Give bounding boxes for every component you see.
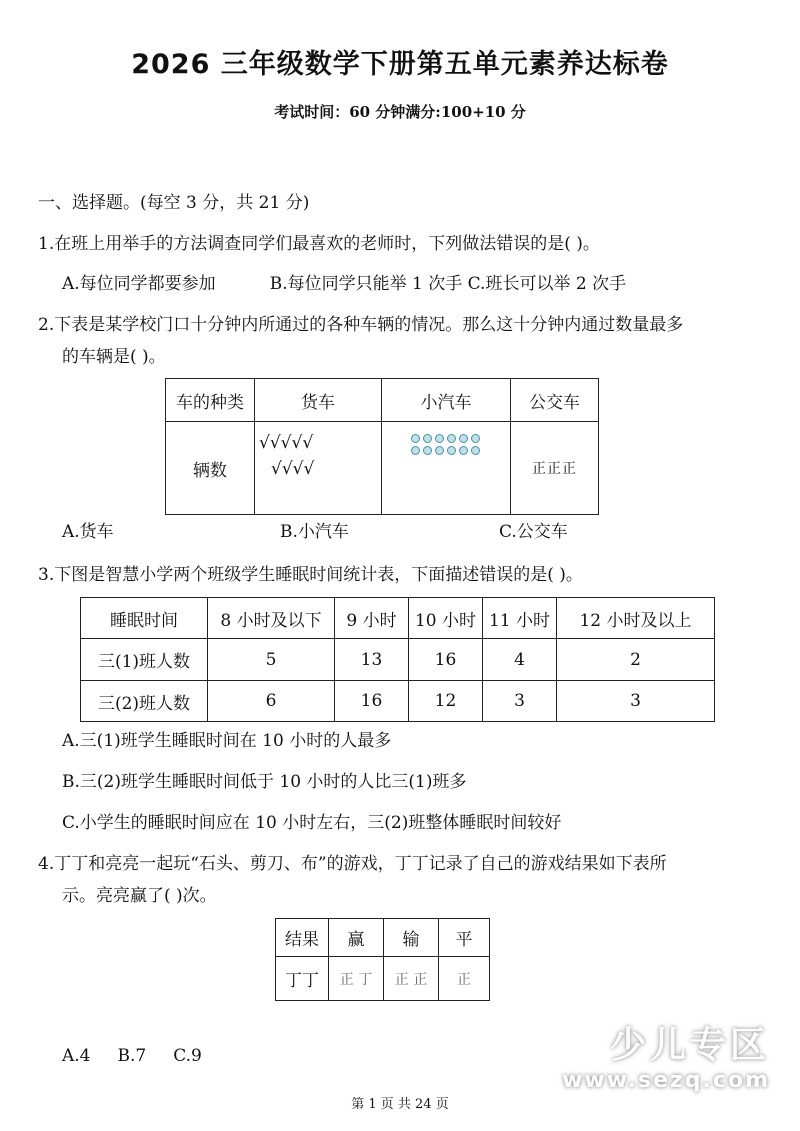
exam-info: 考试时间：60 分钟满分:100+10 分 [274, 103, 526, 121]
sleep-row1-cell: 5 [208, 639, 335, 681]
car-dot [435, 446, 444, 455]
q1-options: A.每位同学都要参加 B.每位同学只能举 1 次手 C.班长可以举 2 次手 [62, 274, 627, 294]
car-dot [447, 446, 456, 455]
bus-tally: 正正正 [511, 422, 599, 515]
page-footer: 第 1 页 共 24 页 [351, 1097, 449, 1112]
q2-option-c: C.公交车 [499, 522, 568, 542]
car-dot [423, 434, 432, 443]
sleep-row1-cell: 16 [409, 639, 483, 681]
game-header-win: 赢 [329, 919, 384, 957]
q4-stem-line2: 示。亮亮赢了( )次。 [62, 886, 217, 906]
q1-stem: 1.在班上用举手的方法调查同学们最喜欢的老师时，下列做法错误的是( )。 [38, 234, 600, 254]
sleep-row2-cell: 3 [483, 681, 557, 722]
sleep-row2-cell: 3 [557, 681, 715, 722]
game-lose-tally: 正 正 [384, 957, 439, 1001]
car-dot [471, 446, 480, 455]
sleep-row2-label: 三(2)班人数 [81, 681, 208, 722]
car-dot [447, 434, 456, 443]
car-dot [471, 434, 480, 443]
sleep-header-1: 8 小时及以下 [208, 598, 335, 639]
truck-ticks-line1: √√√√√ [259, 433, 314, 453]
game-header-lose: 输 [384, 919, 439, 957]
sleep-header-0: 睡眠时间 [81, 598, 208, 639]
game-tie-tally: 正 [439, 957, 490, 1001]
sleep-row1-cell: 4 [483, 639, 557, 681]
q2-option-a: A.货车 [62, 522, 114, 542]
sleep-row1-cell: 2 [557, 639, 715, 681]
vehicle-header-bus: 公交车 [511, 379, 599, 422]
sleep-row2-cell: 12 [409, 681, 483, 722]
document-title: 2026 三年级数学下册第五单元素养达标卷 [131, 49, 669, 80]
sleep-row1-cell: 13 [335, 639, 409, 681]
q3-stem: 3.下图是智慧小学两个班级学生睡眠时间统计表，下面描述错误的是( )。 [38, 565, 583, 585]
sleep-row1-label: 三(1)班人数 [81, 639, 208, 681]
vehicle-row-label: 辆数 [166, 422, 255, 515]
q3-option-c: C.小学生的睡眠时间应在 10 小时左右，三(2)班整体睡眠时间较好 [62, 813, 562, 833]
car-dots [382, 422, 511, 515]
vehicle-header-truck: 货车 [255, 379, 382, 422]
sleep-header-3: 10 小时 [409, 598, 483, 639]
game-table [275, 918, 490, 1001]
sleep-header-4: 11 小时 [483, 598, 557, 639]
car-dot [435, 434, 444, 443]
watermark-url: www.sezq.com [562, 1068, 770, 1093]
car-dot [423, 446, 432, 455]
truck-ticks [255, 422, 382, 515]
watermark-name: 少儿专区 [609, 1025, 770, 1066]
sleep-row2-cell: 16 [335, 681, 409, 722]
game-win-tally: 正 丁 [329, 957, 384, 1001]
watermark-logo [562, 1017, 770, 1093]
q4-stem-line1: 4.丁丁和亮亮一起玩“石头、剪刀、布”的游戏，丁丁记录了自己的游戏结果如下表所 [38, 854, 667, 874]
car-dot [411, 434, 420, 443]
vehicle-table [165, 378, 599, 515]
sleep-row2-cell: 6 [208, 681, 335, 722]
q2-stem-line2: 的车辆是( )。 [62, 347, 166, 367]
game-row-label: 丁丁 [276, 957, 329, 1001]
vehicle-header-car: 小汽车 [382, 379, 511, 422]
car-dot [459, 434, 468, 443]
game-header-result: 结果 [276, 919, 329, 957]
car-dot-grid [411, 434, 482, 455]
truck-ticks-line2: √√√√ [271, 459, 315, 479]
q3-option-b: B.三(2)班学生睡眠时间低于 10 小时的人比三(1)班多 [62, 772, 467, 792]
sleep-table [80, 597, 715, 722]
section-heading: 一、选择题。(每空 3 分，共 21 分) [38, 193, 310, 213]
car-dot [411, 446, 420, 455]
game-header-tie: 平 [439, 919, 490, 957]
sleep-header-5: 12 小时及以上 [557, 598, 715, 639]
car-dot [459, 446, 468, 455]
q2-stem-line1: 2.下表是某学校门口十分钟内所通过的各种车辆的情况。那么这十分钟内通过数量最多 [38, 315, 684, 335]
vehicle-header-type: 车的种类 [166, 379, 255, 422]
q4-options: A.4 B.7 C.9 [62, 1046, 202, 1066]
q2-option-b: B.小汽车 [280, 522, 349, 542]
sleep-header-2: 9 小时 [335, 598, 409, 639]
q3-option-a: A.三(1)班学生睡眠时间在 10 小时的人最多 [62, 731, 392, 751]
